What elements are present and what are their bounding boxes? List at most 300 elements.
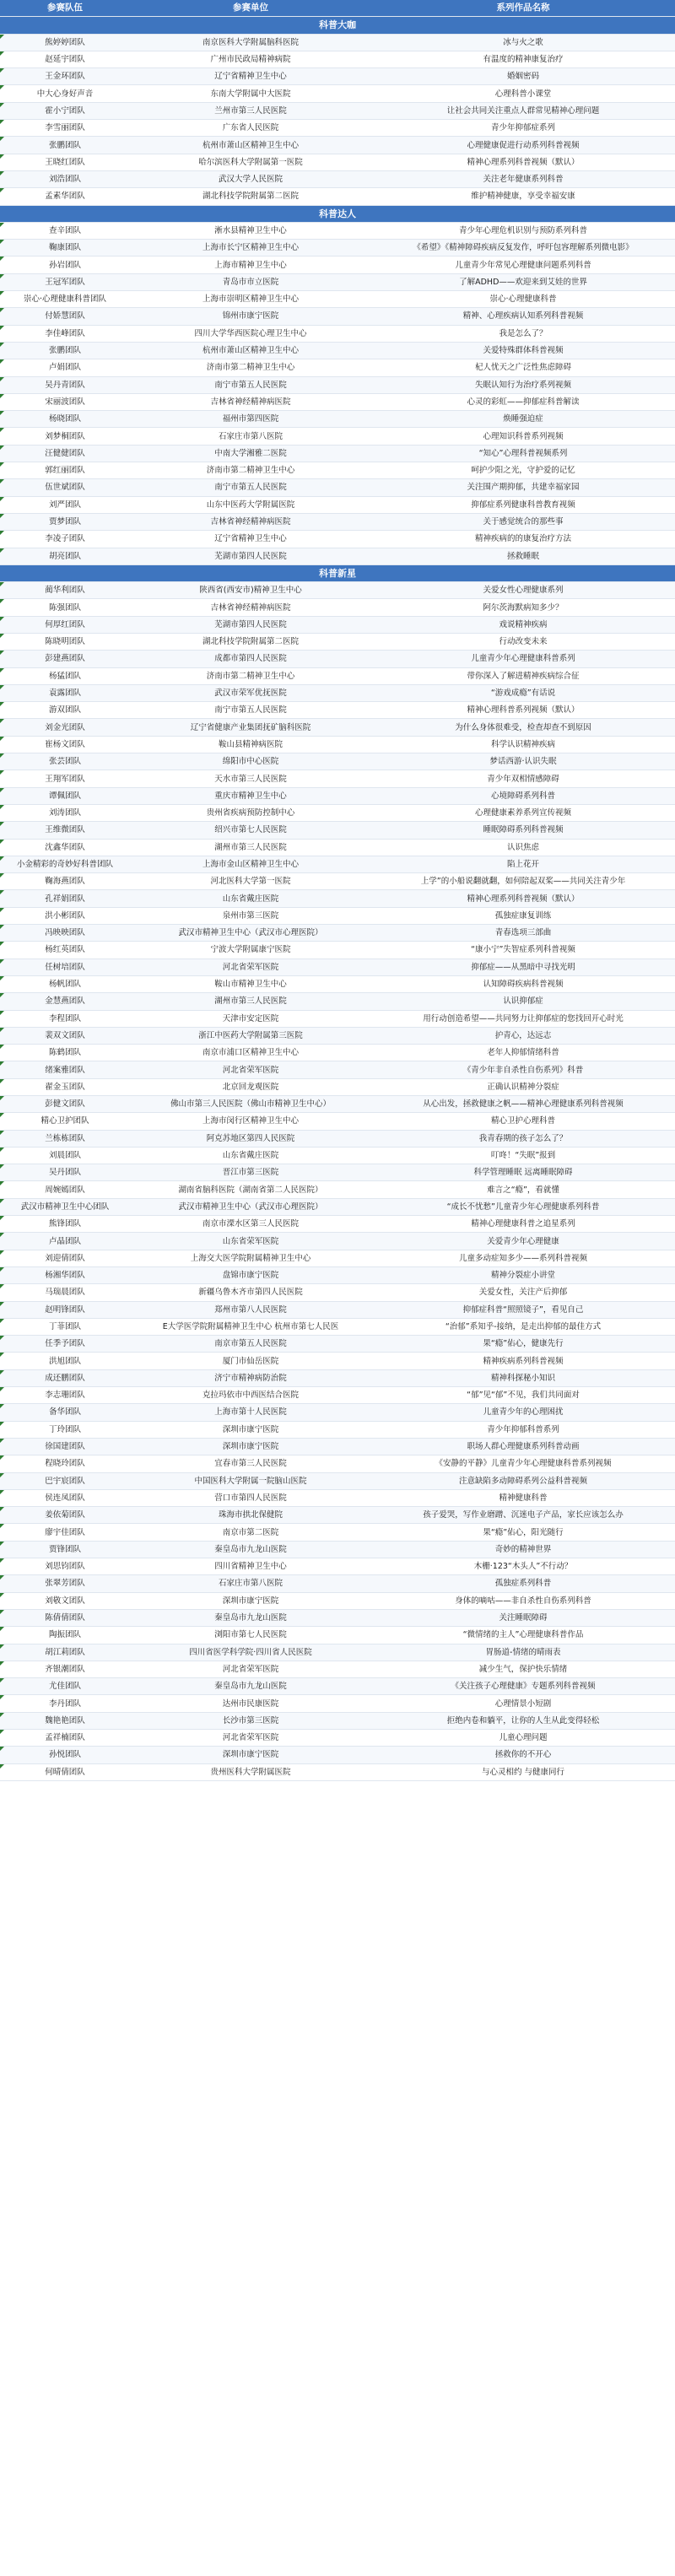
unit-cell: 南宁市第五人民医院 — [130, 479, 371, 496]
unit-cell: 天津市安定医院 — [130, 1010, 371, 1027]
works-cell: 难言之“瘾”，看就懂 — [371, 1181, 675, 1198]
table-row — [0, 1644, 675, 1661]
works-cell: 焕睡强迫症 — [371, 411, 675, 428]
works-cell: “微情绪的主人”心理健康科普作品 — [371, 1627, 675, 1644]
unit-cell: 陕西省(西安市)精神卫生中心 — [130, 582, 371, 599]
table-row — [0, 188, 675, 205]
table-row — [0, 34, 675, 51]
team-cell: 李程团队 — [0, 1010, 130, 1027]
unit-cell: 四川大学华西医院心理卫生中心 — [130, 325, 371, 342]
works-cell: 果“瘾”佑心，健康先行 — [371, 1336, 675, 1353]
team-cell: 中大心身好声音 — [0, 85, 130, 102]
team-cell: 卢娟团队 — [0, 359, 130, 376]
table-row — [0, 428, 675, 445]
works-cell: 精神疾病的的康复治疗方法 — [371, 531, 675, 548]
works-cell: 崇心·心理健康科普 — [371, 291, 675, 308]
works-cell: 与心灵相约 与健康同行 — [371, 1763, 675, 1780]
team-cell: 卢晶团队 — [0, 1233, 130, 1250]
table-row — [0, 1558, 675, 1575]
works-cell: 孩子爱哭，写作业磨蹭、沉迷电子产品，家长应该怎么办 — [371, 1507, 675, 1524]
works-cell: “治郁”系知乎-接纳，是走出抑郁的最佳方式 — [371, 1318, 675, 1335]
works-cell: 用行动创造希望——共同努力让抑郁症的您找回开心时光 — [371, 1010, 675, 1027]
team-cell: 王翔军团队 — [0, 770, 130, 787]
team-cell: 陈晓明团队 — [0, 633, 130, 650]
team-cell: 张鹏团队 — [0, 342, 130, 359]
team-cell: 精心卫护团队 — [0, 1113, 130, 1130]
team-cell: 裴双文团队 — [0, 1027, 130, 1044]
table-row — [0, 651, 675, 667]
team-cell: 巴宇宸团队 — [0, 1472, 130, 1489]
table-row — [0, 411, 675, 428]
team-cell: 吴丹青团队 — [0, 376, 130, 393]
unit-cell: 湖南省脑科医院（湖南省第二人民医院） — [130, 1181, 371, 1198]
unit-cell: 宁波大学附属康宁医院 — [130, 942, 371, 959]
works-cell: 精神科探秘小知识 — [371, 1369, 675, 1386]
table-row — [0, 1096, 675, 1113]
unit-cell: 鞍山市精神卫生中心 — [130, 975, 371, 992]
unit-cell: 福州市第四医院 — [130, 411, 371, 428]
team-cell: 丁玲团队 — [0, 1421, 130, 1438]
team-cell: 沈鑫华团队 — [0, 839, 130, 856]
table-row — [0, 787, 675, 804]
table-row — [0, 1678, 675, 1695]
team-cell: 赵延宇团队 — [0, 51, 130, 68]
works-cell: 《青少年非自杀性自伤系列》科普 — [371, 1061, 675, 1078]
table-row — [0, 599, 675, 616]
works-cell: 精神心理系列科普视频（默认） — [371, 890, 675, 907]
team-cell: 杨晓团队 — [0, 411, 130, 428]
unit-cell: 吉林省神经精神病医院 — [130, 513, 371, 530]
works-cell: 关爱特殊群体科普视频 — [371, 342, 675, 359]
works-cell: 儿童青少年常见心理健康问题系列科普 — [371, 257, 675, 273]
unit-cell: E大学医学院附属精神卫生中心 杭州市第七人民医 — [130, 1318, 371, 1335]
table-row — [0, 702, 675, 719]
table-row — [0, 51, 675, 68]
team-cell: 贾梦团队 — [0, 513, 130, 530]
works-cell: 老年人抑郁情绪科普 — [371, 1045, 675, 1061]
works-cell: 青少年抑郁科普系列 — [371, 1421, 675, 1438]
team-cell: 刘梦桐团队 — [0, 428, 130, 445]
unit-cell: 南京市溧水区第三人民医院 — [130, 1216, 371, 1233]
team-cell: 鞠康团队 — [0, 240, 130, 257]
table-row — [0, 582, 675, 599]
team-cell: 冯映映团队 — [0, 925, 130, 942]
team-cell: 刘严团队 — [0, 496, 130, 513]
unit-cell: 浙江中医药大学附属第三医院 — [130, 1027, 371, 1044]
unit-cell: 广州市民政局精神病院 — [130, 51, 371, 68]
section-header-row — [0, 205, 675, 222]
works-cell: 拒绝内卷和躺平，让你的人生从此变得轻松 — [371, 1712, 675, 1729]
works-cell: 认识抑郁症 — [371, 993, 675, 1010]
works-cell: 戏说精神疾病 — [371, 616, 675, 633]
unit-cell: 郑州市第八人民医院 — [130, 1301, 371, 1318]
unit-cell: 青岛市市立医院 — [130, 273, 371, 290]
works-cell: 心灵的彩虹——抑郁症科普解读 — [371, 393, 675, 410]
unit-cell: 武汉市精神卫生中心（武汉市心理医院） — [130, 925, 371, 942]
unit-cell: 济南市第二精神卫生中心 — [130, 462, 371, 479]
unit-cell: 深圳市康宁医院 — [130, 1421, 371, 1438]
team-cell: 刘金光团队 — [0, 719, 130, 736]
team-cell: 任树培团队 — [0, 959, 130, 975]
unit-cell: 天水市第三人民医院 — [130, 770, 371, 787]
team-cell: 袁露团队 — [0, 684, 130, 701]
unit-cell: 北京回龙观医院 — [130, 1078, 371, 1095]
team-cell: 霍小宁团队 — [0, 102, 130, 119]
team-cell: 任季予团队 — [0, 1336, 130, 1353]
works-cell: 抑郁症科普“照照镜子”，看见自己 — [371, 1301, 675, 1318]
team-cell: 小金精彩的奇妙好科普团队 — [0, 856, 130, 872]
table-row — [0, 1592, 675, 1609]
team-cell: 李凌子团队 — [0, 531, 130, 548]
unit-cell: 秦皇岛市九龙山医院 — [130, 1678, 371, 1695]
unit-cell: 营口市第四人民医院 — [130, 1489, 371, 1506]
table-row — [0, 873, 675, 890]
team-cell: 李雪丽团队 — [0, 120, 130, 137]
table-row — [0, 839, 675, 856]
team-cell: 马瑞晨团队 — [0, 1284, 130, 1301]
unit-cell: 吉林省神经精神病医院 — [130, 599, 371, 616]
works-cell: 青少年心理危机识别与预防系列科普 — [371, 222, 675, 239]
team-cell: 何晴倩团队 — [0, 1763, 130, 1780]
table-row — [0, 68, 675, 85]
works-cell: 青少年双相情感障碍 — [371, 770, 675, 787]
team-cell: 王金环团队 — [0, 68, 130, 85]
works-cell: 维护精神健康，享受幸福安康 — [371, 188, 675, 205]
unit-cell: 泉州市第三医院 — [130, 907, 371, 924]
works-cell: 上学”的小船说翻就翻，如何陪起双桨——共同关注青少年 — [371, 873, 675, 890]
team-cell: 魏艳艳团队 — [0, 1712, 130, 1729]
table-row — [0, 1198, 675, 1215]
unit-cell: 上海市崇明区精神卫生中心 — [130, 291, 371, 308]
header-row — [0, 0, 675, 17]
unit-cell: 珠海市拱北保健院 — [130, 1507, 371, 1524]
table-row — [0, 342, 675, 359]
unit-cell: 南京市第五人民医院 — [130, 1336, 371, 1353]
unit-cell: 晋江市第三医院 — [130, 1164, 371, 1181]
table-row — [0, 1489, 675, 1506]
works-cell: 心理科普小课堂 — [371, 85, 675, 102]
table-row — [0, 719, 675, 736]
unit-cell: 广东省人民医院 — [130, 120, 371, 137]
team-cell: 孟素华团队 — [0, 188, 130, 205]
table-row — [0, 393, 675, 410]
table-row — [0, 1609, 675, 1626]
table-row — [0, 770, 675, 787]
team-cell: 王晓红团队 — [0, 154, 130, 170]
works-cell: 孤独症系列科普 — [371, 1575, 675, 1592]
works-cell: 拯救你的不开心 — [371, 1747, 675, 1763]
table-row — [0, 1061, 675, 1078]
team-cell: 王维微团队 — [0, 822, 130, 839]
table-row — [0, 633, 675, 650]
table-row — [0, 1627, 675, 1644]
unit-cell: 新疆乌鲁木齐市第四人民医院 — [130, 1284, 371, 1301]
works-cell: 《希望》《精神障碍疾病反复发作，呼吁包容理解系列微电影》 — [371, 240, 675, 257]
team-cell: 贾锋团队 — [0, 1541, 130, 1558]
unit-cell: 成都市第四人民医院 — [130, 651, 371, 667]
unit-cell: 吉林省神经精神病医院 — [130, 393, 371, 410]
unit-column-header: 参赛单位 — [130, 0, 371, 17]
team-cell: 李佳峰团队 — [0, 325, 130, 342]
table-row — [0, 548, 675, 564]
team-cell: 郭红丽团队 — [0, 462, 130, 479]
table-row — [0, 684, 675, 701]
unit-cell: 河北省荣军医院 — [130, 959, 371, 975]
team-cell: 陈强团队 — [0, 599, 130, 616]
table-row — [0, 240, 675, 257]
team-cell: 宋丽波团队 — [0, 393, 130, 410]
team-cell: 齐银潮团队 — [0, 1661, 130, 1677]
table-row — [0, 273, 675, 290]
team-cell: 杨红英团队 — [0, 942, 130, 959]
section-title: 科普新星 — [0, 564, 675, 581]
team-cell: 翟金玉团队 — [0, 1078, 130, 1095]
table-row — [0, 1045, 675, 1061]
team-cell: 兰栋栋团队 — [0, 1130, 130, 1147]
team-cell: 尤佳团队 — [0, 1678, 130, 1695]
team-cell: 吴丹团队 — [0, 1164, 130, 1181]
team-cell: 胡亮团队 — [0, 548, 130, 564]
unit-cell: 宜春市第三人民医院 — [130, 1455, 371, 1472]
works-cell: 呵护少阳之光，守护爱的记忆 — [371, 462, 675, 479]
unit-cell: 济宁市精神病防治院 — [130, 1369, 371, 1386]
team-cell: 付娇慧团队 — [0, 308, 130, 325]
works-cell: 儿童青少年心理健康科普系列 — [371, 651, 675, 667]
unit-cell: 秦皇岛市九龙山医院 — [130, 1609, 371, 1626]
works-column-header: 系列作品名称 — [371, 0, 675, 17]
table-row — [0, 1113, 675, 1130]
table-row — [0, 1078, 675, 1095]
table-row — [0, 1712, 675, 1729]
section-header-row — [0, 17, 675, 34]
unit-cell: 上海市长宁区精神卫生中心 — [130, 240, 371, 257]
works-cell: 冰与火之歌 — [371, 34, 675, 51]
team-cell: 鞠海燕团队 — [0, 873, 130, 890]
table-row — [0, 753, 675, 770]
unit-cell: 湖州市第三人民医院 — [130, 993, 371, 1010]
table-row — [0, 170, 675, 187]
unit-cell: 浏阳市第七人民医院 — [130, 1627, 371, 1644]
table-row — [0, 667, 675, 684]
unit-cell: 辽宁省精神卫生中心 — [130, 531, 371, 548]
unit-cell: 鞍山县精神病医院 — [130, 736, 371, 753]
table-row — [0, 376, 675, 393]
unit-cell: 芜湖市第四人民医院 — [130, 616, 371, 633]
works-cell: 关爱青少年心理健康 — [371, 1233, 675, 1250]
unit-cell: 上海市金山区精神卫生中心 — [130, 856, 371, 872]
table-row — [0, 1336, 675, 1353]
unit-cell: 石家庄市第八医院 — [130, 428, 371, 445]
works-cell: 杞人忧天之广泛性焦虑障碍 — [371, 359, 675, 376]
unit-cell: 武汉市荣军优抚医院 — [130, 684, 371, 701]
table-row — [0, 1404, 675, 1421]
unit-cell: 绍兴市第七人民医院 — [130, 822, 371, 839]
section-title: 科普大咖 — [0, 17, 675, 34]
unit-cell: 湖北科技学院附属第二医院 — [130, 633, 371, 650]
works-cell: 职场人群心理健康系列科普动画 — [371, 1438, 675, 1455]
team-cell: 成还鹏团队 — [0, 1369, 130, 1386]
works-cell: “康小宁”失智症系列科普视频 — [371, 942, 675, 959]
unit-cell: 秦皇岛市九龙山医院 — [130, 1541, 371, 1558]
works-cell: 关注睡眠障碍 — [371, 1609, 675, 1626]
table-row — [0, 531, 675, 548]
team-cell: 杨帆团队 — [0, 975, 130, 992]
unit-cell: 石家庄市第八医院 — [130, 1575, 371, 1592]
works-cell: 抑郁症系列健康科普教育视频 — [371, 496, 675, 513]
works-cell: 失眠认知行为治疗系列视频 — [371, 376, 675, 393]
team-cell: 绪案雅团队 — [0, 1061, 130, 1078]
team-cell: 孔祥娟团队 — [0, 890, 130, 907]
table-row — [0, 890, 675, 907]
team-cell: 孙岩团队 — [0, 257, 130, 273]
works-cell: 阿尔茨海默病知多少？ — [371, 599, 675, 616]
unit-cell: 四川省精神卫生中心 — [130, 1558, 371, 1575]
unit-cell: 南宁市第五人民医院 — [130, 376, 371, 393]
section-header-row — [0, 564, 675, 581]
table-row — [0, 1181, 675, 1198]
table-row — [0, 1284, 675, 1301]
works-cell: 心理情景小短剧 — [371, 1695, 675, 1712]
unit-cell: 湖州市第三人民医院 — [130, 839, 371, 856]
table-row — [0, 1387, 675, 1404]
works-cell: 认知障碍疾病科普视频 — [371, 975, 675, 992]
team-cell: 杨湘华团队 — [0, 1266, 130, 1283]
team-cell: 彭建燕团队 — [0, 651, 130, 667]
works-cell: “知心”心理科普视频系列 — [371, 445, 675, 462]
works-cell: 身体的嘀咕——非自杀性自伤系列科普 — [371, 1592, 675, 1609]
table-row — [0, 993, 675, 1010]
unit-cell: 克拉玛依市中西医结合医院 — [130, 1387, 371, 1404]
table-row — [0, 959, 675, 975]
team-cell: 陈鹤团队 — [0, 1045, 130, 1061]
team-cell: 刘晨团队 — [0, 1147, 130, 1164]
team-cell: 彭健文团队 — [0, 1096, 130, 1113]
table-row — [0, 102, 675, 119]
team-cell: 张翠芳团队 — [0, 1575, 130, 1592]
unit-cell: 东南大学附属中大医院 — [130, 85, 371, 102]
works-cell: 精神分裂症小讲堂 — [371, 1266, 675, 1283]
unit-cell: 杭州市萧山区精神卫生中心 — [130, 342, 371, 359]
table-row — [0, 942, 675, 959]
unit-cell: 深圳市康宁医院 — [130, 1438, 371, 1455]
unit-cell: 阿克苏地区第四人民医院 — [130, 1130, 371, 1147]
table-row — [0, 1421, 675, 1438]
table-row — [0, 291, 675, 308]
works-cell: 儿童心理问题 — [371, 1729, 675, 1746]
team-cell: 蔺华利团队 — [0, 582, 130, 599]
table-row — [0, 1729, 675, 1746]
works-cell: 陷上花开 — [371, 856, 675, 872]
table-row — [0, 736, 675, 753]
unit-cell: 芜湖市第四人民医院 — [130, 548, 371, 564]
works-cell: 木栅·123“木头人”不行动？ — [371, 1558, 675, 1575]
team-cell: 备华团队 — [0, 1404, 130, 1421]
unit-cell: 达州市民康医院 — [130, 1695, 371, 1712]
works-cell: “游戏成瘾”有话说 — [371, 684, 675, 701]
table-row — [0, 1747, 675, 1763]
unit-cell: 河北省荣军医院 — [130, 1729, 371, 1746]
unit-cell: 南京市浦口区精神卫生中心 — [130, 1045, 371, 1061]
table-row — [0, 804, 675, 821]
works-cell: 儿童多动症知多少——系列科普视频 — [371, 1250, 675, 1266]
table-row — [0, 1763, 675, 1780]
team-cell: 姜依菊团队 — [0, 1507, 130, 1524]
team-cell: 熊婷婷团队 — [0, 34, 130, 51]
table-row — [0, 222, 675, 239]
unit-cell: 南京医科大学附属脑科医院 — [130, 34, 371, 51]
unit-cell: 南宁市第五人民医院 — [130, 702, 371, 719]
works-cell: 有温度的精神康复治疗 — [371, 51, 675, 68]
unit-cell: 武汉市精神卫生中心（武汉市心理医院） — [130, 1198, 371, 1215]
table-row — [0, 1695, 675, 1712]
works-cell: 青春选项三部曲 — [371, 925, 675, 942]
works-cell: 抑郁症——从黑暗中寻找光明 — [371, 959, 675, 975]
table-row — [0, 85, 675, 102]
team-cell: 刘思钧团队 — [0, 1558, 130, 1575]
works-cell: 关注围产期抑郁，共建幸福家园 — [371, 479, 675, 496]
team-cell: 洪旭团队 — [0, 1353, 130, 1369]
section-title: 科普达人 — [0, 205, 675, 222]
works-cell: 睡眠障碍系列科普视频 — [371, 822, 675, 839]
works-cell: 心理知识科普系列视频 — [371, 428, 675, 445]
works-cell: 精神心理科普系列视频（默认） — [371, 702, 675, 719]
team-cell: 程晓玲团队 — [0, 1455, 130, 1472]
table-row — [0, 1010, 675, 1027]
team-cell: 王冠军团队 — [0, 273, 130, 290]
team-cell: 伍世斌团队 — [0, 479, 130, 496]
unit-cell: 上海市闵行区精神卫生中心 — [130, 1113, 371, 1130]
works-cell: 胃肠道-情绪的晴雨表 — [371, 1644, 675, 1661]
works-cell: 关爱女性心理健康系列 — [371, 582, 675, 599]
team-cell: 洪小彬团队 — [0, 907, 130, 924]
unit-cell: 武汉大学人民医院 — [130, 170, 371, 187]
works-cell: 我青春期的孩子怎么了？ — [371, 1130, 675, 1147]
team-cell: 刘涛团队 — [0, 804, 130, 821]
unit-cell: 锦州市康宁医院 — [130, 308, 371, 325]
unit-cell: 上海交大医学院附属精神卫生中心 — [130, 1250, 371, 1266]
team-cell: 查辛团队 — [0, 222, 130, 239]
table-row — [0, 1130, 675, 1147]
team-cell: 何厚红团队 — [0, 616, 130, 633]
table-row — [0, 325, 675, 342]
table-row — [0, 1164, 675, 1181]
team-cell: 崇心·心理健康科普团队 — [0, 291, 130, 308]
works-cell: 科学管理睡眠 远离睡眠障碍 — [371, 1164, 675, 1181]
unit-cell: 中南大学湘雅二医院 — [130, 445, 371, 462]
table-row — [0, 925, 675, 942]
unit-cell: 兰州市第三人民医院 — [130, 102, 371, 119]
table-row — [0, 1147, 675, 1164]
works-cell: 心理健康促进行动系列科普视频 — [371, 137, 675, 154]
works-cell: “郁”见“郁”不见，我们共同面对 — [371, 1387, 675, 1404]
unit-cell: 山东中医药大学附属医院 — [130, 496, 371, 513]
unit-cell: 厦门市仙岳医院 — [130, 1353, 371, 1369]
table-row — [0, 257, 675, 273]
table-row — [0, 1301, 675, 1318]
team-cell: 刘敬文团队 — [0, 1592, 130, 1609]
unit-cell: 淅水县精神卫生中心 — [130, 222, 371, 239]
works-cell: 叮咚！“失眠”报到 — [371, 1147, 675, 1164]
works-cell: 让社会共同关注重点人群常见精神心理问题 — [371, 102, 675, 119]
unit-cell: 重庆市精神卫生中心 — [130, 787, 371, 804]
works-cell: 关注老年健康系列科普 — [371, 170, 675, 187]
unit-cell: 盘锦市康宁医院 — [130, 1266, 371, 1283]
works-cell: 青少年抑郁症系列 — [371, 120, 675, 137]
table-row — [0, 1369, 675, 1386]
unit-cell: 深圳市康宁医院 — [130, 1592, 371, 1609]
table-row — [0, 1472, 675, 1489]
unit-cell: 贵州省疾病预防控制中心 — [130, 804, 371, 821]
